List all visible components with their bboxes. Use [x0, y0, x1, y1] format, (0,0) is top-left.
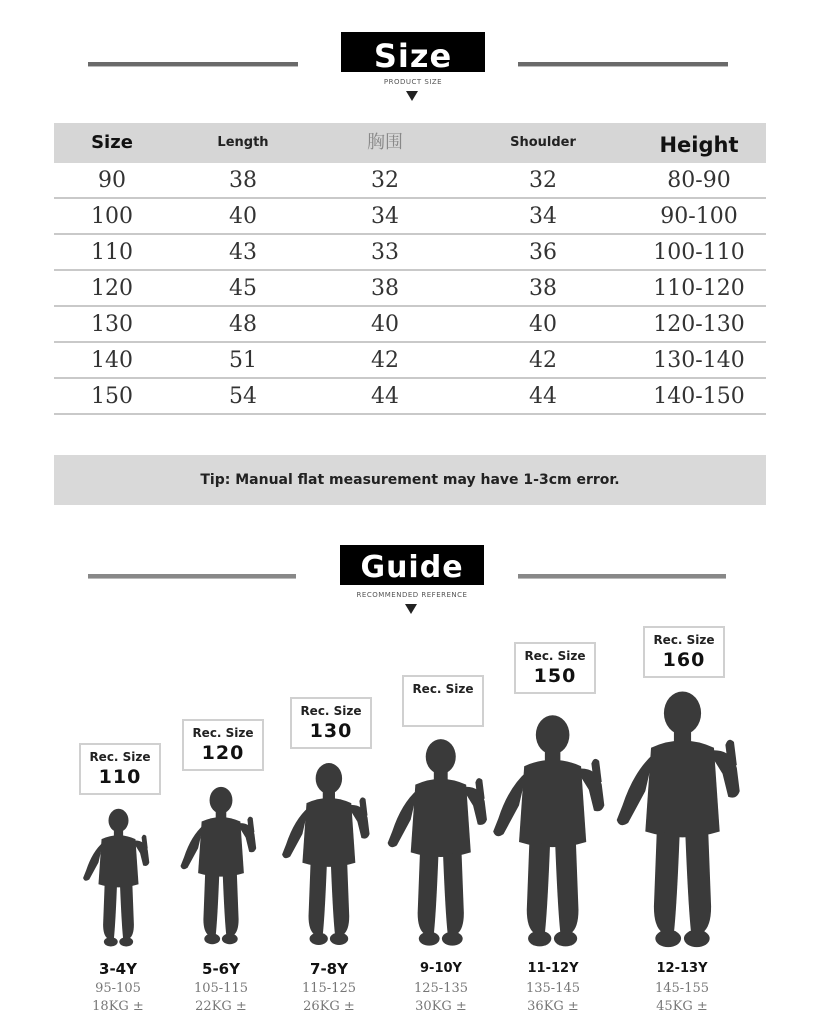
guide-section-title: Guide	[340, 545, 484, 585]
height-range: 105-115	[193, 981, 249, 996]
weight-value: 45KG ±	[656, 999, 708, 1014]
table-row	[54, 163, 766, 199]
header-shoulder: Shoulder	[510, 135, 576, 150]
table-row	[54, 199, 766, 235]
age-info	[386, 958, 496, 1016]
cell-length: 38	[229, 168, 257, 193]
guide-section-subtitle: RECOMMENDED REFERENCE	[356, 591, 468, 599]
rec-size-label: Rec. Size	[412, 682, 474, 696]
age-range: 5-6Y	[202, 960, 240, 978]
rec-size-value: 130	[309, 720, 353, 742]
cell-shoulder: 36	[529, 240, 557, 265]
size-title-left-line	[88, 62, 298, 67]
header-height: Height	[659, 133, 739, 157]
weight-value: 18KG ±	[92, 999, 144, 1014]
cell-chest: 33	[371, 240, 399, 265]
table-row	[54, 307, 766, 343]
cell-size: 100	[91, 204, 133, 229]
weight-value: 36KG ±	[527, 999, 579, 1014]
cell-length: 51	[229, 348, 257, 373]
rec-size-box	[643, 626, 725, 678]
weight-value: 22KG ±	[195, 999, 247, 1014]
cell-length: 45	[229, 276, 257, 301]
table-row	[54, 271, 766, 307]
cell-height: 130-140	[653, 348, 745, 373]
guide-down-arrow-icon	[405, 604, 417, 614]
cell-height: 140-150	[653, 384, 745, 409]
age-range: 3-4Y	[99, 960, 137, 978]
cell-chest: 42	[371, 348, 399, 373]
cell-size: 140	[91, 348, 133, 373]
cell-chest: 38	[371, 276, 399, 301]
cell-height: 100-110	[653, 240, 745, 265]
cell-size: 120	[91, 276, 133, 301]
rec-size-box	[514, 642, 596, 694]
cell-height: 80-90	[667, 168, 731, 193]
height-range: 95-105	[95, 981, 141, 996]
rec-size-label: Rec. Size	[524, 649, 586, 663]
table-row	[54, 235, 766, 271]
child-silhouette-icon	[383, 738, 499, 948]
cell-shoulder: 34	[529, 204, 557, 229]
cell-length: 54	[229, 384, 257, 409]
child-silhouette-icon	[278, 762, 380, 947]
age-range: 12-13Y	[656, 961, 708, 976]
cell-length: 48	[229, 312, 257, 337]
height-range: 125-135	[413, 981, 469, 996]
height-range: 135-145	[525, 981, 581, 996]
cell-shoulder: 44	[529, 384, 557, 409]
size-down-arrow-icon	[406, 91, 418, 101]
cell-height: 110-120	[653, 276, 745, 301]
cell-size: 130	[91, 312, 133, 337]
child-silhouette-icon	[80, 808, 157, 948]
cell-shoulder: 38	[529, 276, 557, 301]
table-header	[54, 123, 766, 163]
rec-size-box	[402, 675, 484, 727]
rec-size-label: Rec. Size	[192, 726, 254, 740]
cell-length: 43	[229, 240, 257, 265]
rec-size-value: 120	[201, 742, 245, 764]
age-info	[627, 958, 737, 1016]
age-info	[166, 958, 276, 1016]
cell-size: 110	[91, 240, 133, 265]
table-row	[54, 343, 766, 379]
cell-height: 90-100	[660, 204, 738, 229]
child-silhouette-icon	[611, 690, 754, 950]
rec-size-box	[290, 697, 372, 749]
cell-size: 90	[98, 168, 126, 193]
cell-shoulder: 42	[529, 348, 557, 373]
cell-chest: 34	[371, 204, 399, 229]
child-silhouette-icon	[177, 786, 265, 946]
height-range: 145-155	[654, 981, 710, 996]
age-info	[274, 958, 384, 1016]
rec-size-box	[79, 743, 161, 795]
guide-title-right-line	[518, 574, 726, 579]
cell-height: 120-130	[653, 312, 745, 337]
age-range: 11-12Y	[527, 961, 579, 976]
cell-shoulder: 32	[529, 168, 557, 193]
age-info	[63, 958, 173, 1016]
cell-chest: 44	[371, 384, 399, 409]
rec-size-label: Rec. Size	[89, 750, 151, 764]
rec-size-box	[182, 719, 264, 771]
cell-chest: 40	[371, 312, 399, 337]
age-range: 9-10Y	[420, 961, 462, 976]
age-info	[498, 958, 608, 1016]
cell-length: 40	[229, 204, 257, 229]
age-range: 7-8Y	[310, 960, 348, 978]
weight-value: 26KG ±	[303, 999, 355, 1014]
rec-size-label: Rec. Size	[653, 633, 715, 647]
table-body	[54, 163, 766, 415]
header-size: Size	[91, 132, 133, 153]
child-silhouette-icon	[488, 714, 617, 949]
size-section-subtitle: PRODUCT SIZE	[383, 78, 443, 86]
rec-size-value: 160	[662, 649, 706, 671]
measurement-tip: Tip: Manual flat measurement may have 1-3cm error.	[54, 455, 766, 505]
height-range: 115-125	[301, 981, 357, 996]
cell-chest: 32	[371, 168, 399, 193]
header-chest: 胸围	[367, 132, 403, 153]
size-table	[54, 123, 766, 415]
guide-title-left-line	[88, 574, 296, 579]
table-row	[54, 379, 766, 415]
header-length: Length	[217, 135, 269, 150]
rec-size-value: 150	[533, 665, 577, 687]
size-title-right-line	[518, 62, 728, 67]
cell-size: 150	[91, 384, 133, 409]
cell-shoulder: 40	[529, 312, 557, 337]
rec-size-value: 110	[98, 766, 142, 788]
weight-value: 30KG ±	[415, 999, 467, 1014]
rec-size-label: Rec. Size	[300, 704, 362, 718]
size-section-title: Size	[341, 32, 485, 72]
